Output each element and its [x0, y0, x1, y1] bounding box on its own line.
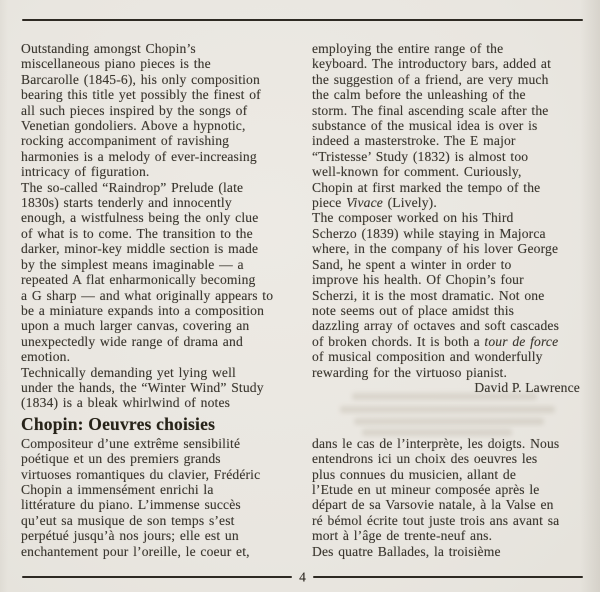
- text-line: Scherzi, it is the most dramatic. Not one: [312, 287, 545, 303]
- text-line: plus connues du musicien, allant de: [312, 466, 517, 482]
- english-paragraph-left: [21, 41, 305, 411]
- text-line: l’Etude en ut mineur composée après le: [312, 481, 540, 497]
- text-line: the calm before the unleashing of the: [312, 87, 526, 103]
- text-line: Barcarolle (1845-6), his only composition: [21, 71, 260, 87]
- text-line: ré bémol écrite tout juste trois ans avant sa: [312, 512, 560, 528]
- text-line: The composer worked on his Third: [312, 210, 514, 226]
- page-number: 4: [299, 569, 306, 585]
- text-line: repeated A flat enharmonically becoming: [21, 272, 256, 288]
- text-line: qu’eut sa musique de son temps s’est: [21, 512, 235, 528]
- text-line: Outstanding amongst Chopin’s: [21, 41, 196, 56]
- text-line: where, in the company of his lover George: [312, 241, 559, 257]
- text-line: perpétué jusqu’à nos jours; elle est un: [21, 528, 239, 544]
- text-segment: of broken chords. It is both a: [312, 333, 485, 349]
- text-line: the suggestion of a friend, are very much: [312, 71, 549, 87]
- text-line: rocking accompaniment of ravishing: [21, 133, 230, 149]
- bleed-through-ghost: [352, 393, 537, 400]
- text-line: be a miniature expands into a composition: [21, 302, 265, 318]
- text-line: a G sharp — and what originally appears to: [21, 287, 274, 303]
- italic-phrase: tour de force: [484, 333, 559, 349]
- text-line: poétique et un des premiers grands: [21, 451, 221, 467]
- text-line: dans le cas de l’interprète, les doigts. Nous: [312, 435, 560, 451]
- text-line: mort à l’âge de trente-neuf ans.: [312, 528, 493, 544]
- english-paragraph-right: [312, 41, 585, 380]
- text-line: Chopin a immensément enrichi la: [21, 481, 214, 497]
- text-line: darker, minor-key middle section is made: [21, 241, 259, 257]
- italic-title: Vivace: [346, 195, 383, 211]
- text-line: Des quatre Ballades, la troisième: [312, 543, 501, 559]
- text-segment: piece: [312, 195, 347, 211]
- text-line: storm. The final ascending scale after the: [312, 102, 549, 118]
- bleed-through-ghost: [354, 418, 544, 425]
- text-line: littérature du piano. L’immense succès: [21, 497, 241, 513]
- text-line: enough, a wistfulness being the only clue: [21, 210, 259, 226]
- text-line: départ de sa Varsovie natale, à la Valse en: [312, 497, 554, 513]
- left-column: [21, 41, 305, 559]
- text-segment: (Lively).: [382, 195, 437, 211]
- french-paragraph-left: [21, 436, 305, 559]
- text-line: Scherzo (1839) while staying in Majorca: [312, 225, 546, 241]
- section-heading: Chopin: Oeuvres choisies: [21, 413, 216, 434]
- text-line: 1830s) starts tenderly and innocently: [21, 195, 232, 211]
- text-line: substance of the musical idea is over is: [312, 118, 538, 134]
- text-line: bearing this title yet possibly the finest of: [21, 87, 261, 103]
- text-line: Sand, he spent a winter in order to: [312, 256, 512, 272]
- text-line: miscellaneous piano pieces is the: [21, 56, 211, 72]
- text-line: emotion.: [21, 349, 71, 365]
- text-line: improve his health. Of Chopin’s four: [312, 272, 524, 288]
- text-line: note seems out of place amidst this: [312, 302, 515, 318]
- text-line: upon a much larger canvas, covering an: [21, 318, 250, 334]
- text-line: entendrons ici un choix des oeuvres les: [312, 451, 538, 467]
- author-byline: David P. Lawrence: [474, 379, 580, 395]
- french-paragraph-right: [312, 436, 585, 559]
- text-line: intricacy of figuration.: [21, 164, 150, 180]
- text-line: Compositeur d’une extrême sensibilité: [21, 435, 241, 451]
- bleed-through-ghost: [340, 406, 555, 413]
- text-line: by the simplest means imaginable — a: [21, 256, 244, 272]
- page-footer: [22, 569, 583, 584]
- text-line: enchantement pour l’oreille, le coeur et,: [21, 543, 250, 559]
- text-line: under the hands, the “Winter Wind” Study: [21, 379, 264, 395]
- bleed-through-ghost: [362, 429, 512, 436]
- text-line: “Tristesse’ Study (1832) is almost too: [312, 148, 529, 164]
- text-line: indeed a masterstroke. The E major: [312, 133, 516, 149]
- text-line: well-known for comment. Curiously,: [312, 164, 522, 180]
- text-line: rewarding for the virtuoso pianist.: [312, 364, 508, 380]
- text-line: of what is to come. The transition to the: [21, 225, 253, 241]
- right-column: [312, 41, 585, 559]
- text-line: Chopin at first marked the tempo of the: [312, 179, 541, 195]
- text-line: (1834) is a bleak whirlwind of notes: [21, 395, 231, 411]
- text-line: unexpectedly wide range of drama and: [21, 333, 243, 349]
- footer-rule-left: [22, 576, 292, 578]
- text-line: of musical composition and wonderfully: [312, 349, 543, 365]
- footer-rule-right: [313, 576, 583, 578]
- text-line: all such pieces inspired by the songs of: [21, 102, 248, 118]
- text-line: Venetian gondoliers. Above a hypnotic,: [21, 118, 246, 134]
- text-line: Technically demanding yet lying well: [21, 364, 236, 380]
- text-line: employing the entire range of the: [312, 41, 504, 56]
- text-line: [312, 334, 585, 349]
- text-line: The so-called “Raindrop” Prelude (late: [21, 179, 244, 195]
- text-line: keyboard. The introductory bars, added at: [312, 56, 552, 72]
- text-line: virtuoses romantiques du clavier, Frédéric: [21, 466, 261, 482]
- left-edge-shadow: [0, 0, 8, 592]
- top-rule: [22, 19, 583, 21]
- text-line: harmonies is a melody of ever-increasing: [21, 148, 257, 164]
- text-line: [312, 195, 585, 210]
- text-line: dazzling array of octaves and soft cascades: [312, 318, 560, 334]
